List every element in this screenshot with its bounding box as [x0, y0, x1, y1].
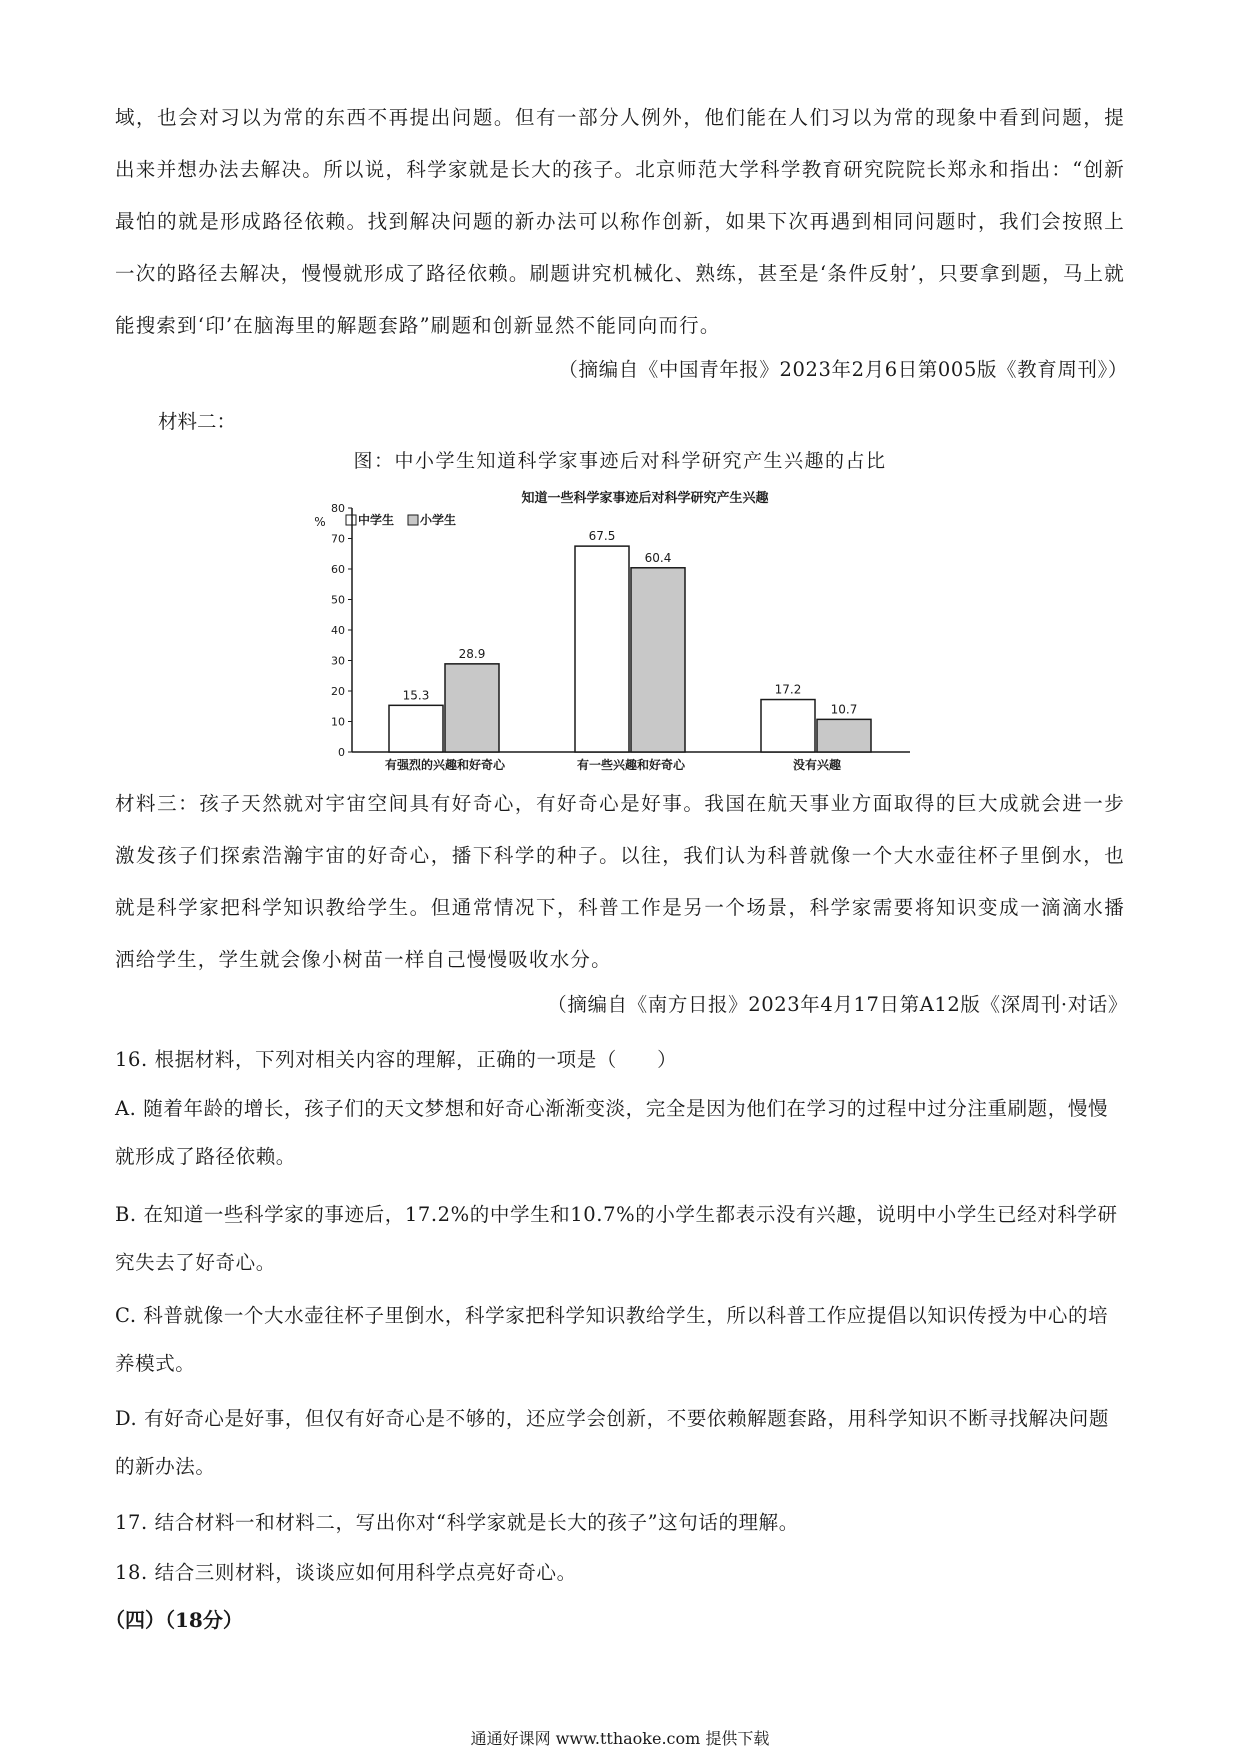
legend-label: 中学生	[358, 513, 395, 527]
bar-value-label: 28.9	[458, 646, 486, 661]
question-16-option-c: C. 科普就像一个大水壶往杯子里倒水，科学家把科学知识教给学生，所以科普工作应提倡以知识传授为中心的培养模式。	[115, 1304, 1109, 1375]
section-heading: （四）（18分）	[105, 1608, 243, 1632]
x-category-label: 有强烈的兴趣和好奇心	[384, 758, 506, 772]
bar	[631, 568, 685, 752]
bar	[445, 664, 499, 752]
question-18: 18. 结合三则材料，谈谈应如何用科学点亮好奇心。	[115, 1561, 577, 1584]
bar-value-label: 17.2	[774, 682, 802, 697]
x-category-label: 有一些兴趣和好奇心	[576, 758, 686, 772]
y-tick-label: 10	[331, 715, 345, 729]
y-tick-label: 70	[331, 532, 345, 546]
y-tick-label: 80	[331, 502, 345, 515]
y-tick-label: 40	[331, 624, 345, 637]
bar-value-label: 60.4	[644, 550, 672, 565]
bar-value-label: 67.5	[588, 529, 616, 544]
y-tick-label: 50	[331, 593, 345, 607]
material3-paragraph: 材料三：孩子天然就对宇宙空间具有好奇心，有好奇心是好事。我国在航天事业方面取得的巨大成就会进一步激发孩子们探索浩瀚宇宙的好奇心，播下科学的种子。以往，我们认为科普就像一个大水壶往杯子里倒水，也就是科学家把科学知识教给学生。但通常情况下，科普工作是另一个场景，科学家需要将知识变成一滴滴水播洒给学生，学生就会像小树苗一样自己慢慢吸收水分。	[115, 792, 1125, 971]
chart-title: 知道一些科学家事迹后对科学研究产生兴趣	[521, 491, 769, 506]
legend-label: 小学生	[420, 513, 457, 527]
bar	[761, 700, 815, 752]
y-tick-label: 20	[331, 685, 345, 698]
bar	[389, 705, 443, 752]
question-16: 16. 根据材料，下列对相关内容的理解，正确的一项是（ ）	[115, 1048, 678, 1071]
source-citation-3: （摘编自《南方日报》2023年4月17日第A12版《深周刊·对话》	[547, 993, 1128, 1016]
bar-value-label: 15.3	[402, 688, 430, 703]
y-tick-label: 30	[331, 654, 345, 668]
y-tick-label: 60	[331, 563, 345, 576]
chart-legend	[346, 512, 456, 527]
bar	[817, 719, 871, 752]
source-citation-1: （摘编自《中国青年报》2023年2月6日第005版《教育周刊》）	[558, 358, 1128, 381]
legend-swatch	[408, 515, 418, 525]
figure-caption: 图：中小学生知道科学家事迹后对科学研究产生兴趣的占比	[353, 450, 887, 472]
bar-chart	[300, 480, 940, 780]
question-16-option-d: D. 有好奇心是好事，但仅有好奇心是不够的，还应学会创新，不要依赖解题套路，用科学知识不断寻找解决问题的新办法。	[115, 1407, 1109, 1478]
material2-label: 材料二：	[158, 410, 237, 433]
x-category-label: 没有兴趣	[792, 758, 842, 772]
question-16-option-b: B. 在知道一些科学家的事迹后，17.2%的中学生和10.7%的小学生都表示没有兴趣，说明中小学生已经对科学研究失去了好奇心。	[115, 1203, 1118, 1274]
question-16-option-a: A. 随着年龄的增长，孩子们的天文梦想和好奇心渐渐变淡，完全是因为他们在学习的过程中过分注重刷题，慢慢就形成了路径依赖。	[115, 1097, 1109, 1168]
y-tick-label: 0	[338, 746, 345, 759]
material1-paragraph: 域，也会对习以为常的东西不再提出问题。但有一部分人例外，他们能在人们习以为常的现象中看到问题，提出来并想办法去解决。所以说，科学家就是长大的孩子。北京师范大学科学教育研究院院长郑永和指出：“创新最怕的就是形成路径依赖。找到解决问题的新办法可以称作创新，如果下次再遇到相同问题时，我们会按照上一次的路径去解决，慢慢就形成了路径依赖。刷题讲究机械化、熟练，甚至是‘条件反射’，只要拿到题，马上就能搜索到‘印’在脑海里的解题套路”刷题和创新显然不能同向而行。	[115, 106, 1125, 337]
question-17: 17. 结合材料一和材料二，写出你对“科学家就是长大的孩子”这句话的理解。	[115, 1511, 799, 1534]
bar	[575, 546, 629, 752]
page-footer: 通通好课网 www.tthaoke.com 提供下载	[470, 1729, 770, 1748]
bar-value-label: 10.7	[830, 702, 858, 717]
legend-swatch	[346, 515, 356, 525]
y-axis-label: %	[314, 515, 326, 529]
